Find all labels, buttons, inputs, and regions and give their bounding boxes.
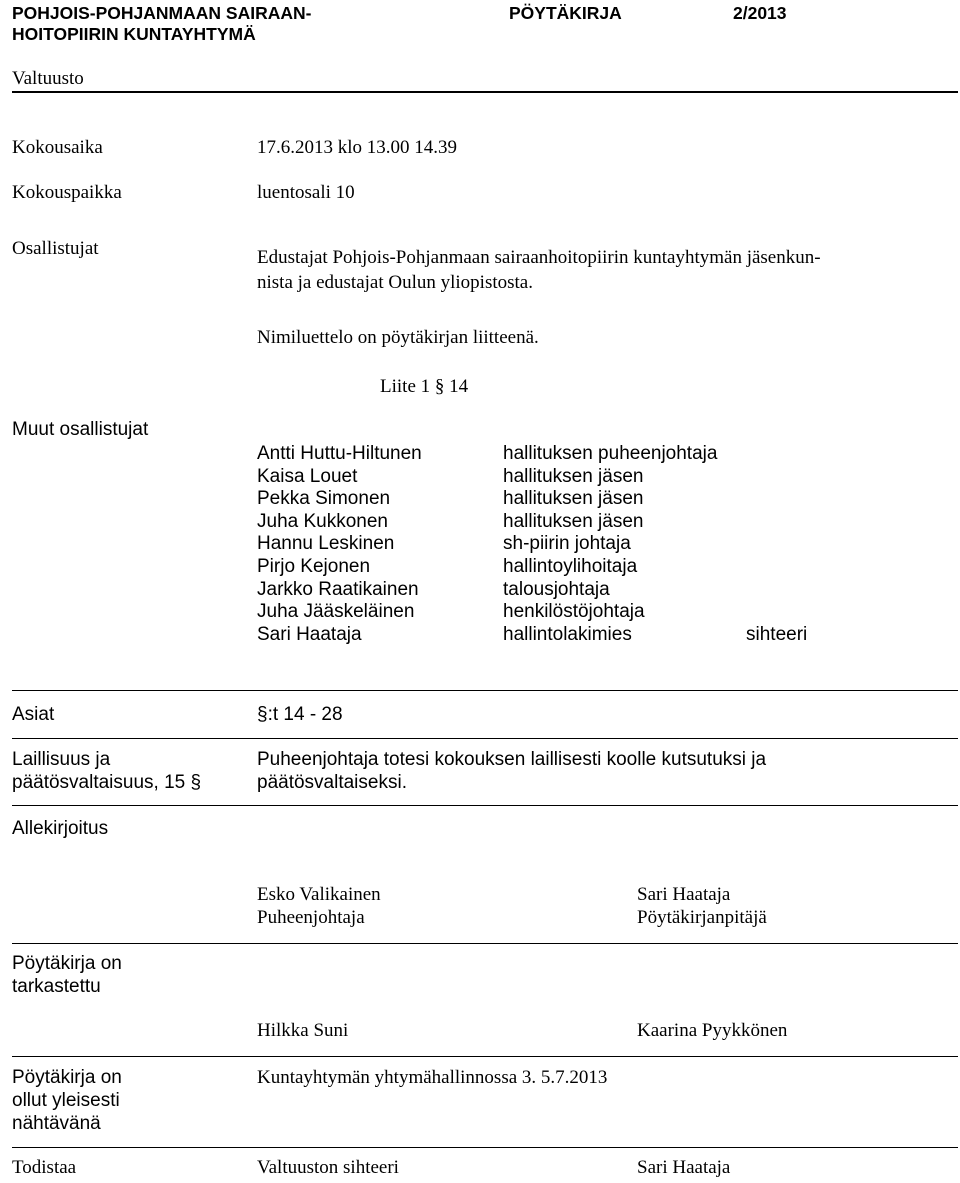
matters-label: Asiat xyxy=(12,704,55,725)
meeting-body: Valtuusto xyxy=(12,68,84,89)
doc-type: PÖYTÄKIRJA xyxy=(509,3,622,23)
doc-number: 2/2013 xyxy=(733,3,787,23)
participant-role: hallituksen jäsen xyxy=(503,466,644,487)
signature-label: Allekirjoitus xyxy=(12,818,109,839)
section-divider-1 xyxy=(12,690,958,691)
participant-name: Pekka Simonen xyxy=(257,488,391,509)
participant-role: hallituksen jäsen xyxy=(503,488,644,509)
header-divider xyxy=(12,91,958,93)
org-name-line1: POHJOIS-POHJANMAAN SAIRAAN- xyxy=(12,3,312,23)
section-divider-6 xyxy=(12,1147,958,1148)
certify-name: Sari Haataja xyxy=(637,1157,731,1178)
chair-title: Puheenjohtaja xyxy=(257,907,365,928)
participant-name: Jarkko Raatikainen xyxy=(257,579,419,600)
participant-role: hallituksen puheenjohtaja xyxy=(503,443,718,464)
legality-label-line1: Laillisuus ja xyxy=(12,749,111,770)
name-list-note: Nimiluettelo on pöytäkirjan liitteenä. xyxy=(257,327,539,348)
review-label-line1: Pöytäkirja on xyxy=(12,953,122,974)
participant-role: sh-piirin johtaja xyxy=(503,533,631,554)
legality-text-line2: päätösvaltaiseksi. xyxy=(257,772,407,793)
section-divider-3 xyxy=(12,805,958,806)
public-display-value: Kuntayhtymän yhtymähallinnossa 3. 5.7.2013 xyxy=(257,1067,608,1088)
participants-label: Osallistujat xyxy=(12,238,99,259)
participant-role: henkilöstöjohtaja xyxy=(503,601,645,622)
legality-text-line1: Puheenjohtaja totesi kokouksen laillisesti koolle kutsutuksi ja xyxy=(257,749,767,770)
public-label-line2: ollut yleisesti xyxy=(12,1090,120,1111)
participants-text-line2: nista ja edustajat Oulun yliopistosta. xyxy=(257,272,533,293)
section-divider-5 xyxy=(12,1056,958,1057)
meeting-place-value: luentosali 10 xyxy=(257,182,355,203)
matters-value: §:t 14 - 28 xyxy=(257,704,343,725)
meeting-place-label: Kokouspaikka xyxy=(12,182,122,203)
org-name-line2: HOITOPIIRIN KUNTAYHTYMÄ xyxy=(12,24,256,44)
certify-label: Todistaa xyxy=(12,1157,77,1178)
participant-extra-role: sihteeri xyxy=(746,624,808,645)
participant-name: Sari Haataja xyxy=(257,624,362,645)
review-label-line2: tarkastettu xyxy=(12,976,101,997)
participant-role: hallituksen jäsen xyxy=(503,511,644,532)
secretary-name: Sari Haataja xyxy=(637,884,731,905)
participant-role: hallintolakimies xyxy=(503,624,632,645)
participant-name: Kaisa Louet xyxy=(257,466,358,487)
attachment-reference: Liite 1 § 14 xyxy=(380,376,469,397)
participant-name: Juha Jääskeläinen xyxy=(257,601,415,622)
participants-text-line1: Edustajat Pohjois-Pohjanmaan sairaanhoitopiirin kuntayhtymän jäsenkun- xyxy=(257,247,821,268)
chair-name: Esko Valikainen xyxy=(257,884,381,905)
participant-name: Juha Kukkonen xyxy=(257,511,388,532)
participant-role: hallintoylihoitaja xyxy=(503,556,638,577)
public-label-line3: nähtävänä xyxy=(12,1113,101,1134)
reviewer-1-name: Hilkka Suni xyxy=(257,1020,349,1041)
certify-title: Valtuuston sihteeri xyxy=(257,1157,399,1178)
meeting-time-value: 17.6.2013 klo 13.00 14.39 xyxy=(257,137,458,158)
reviewer-2-name: Kaarina Pyykkönen xyxy=(637,1020,788,1041)
section-divider-2 xyxy=(12,738,958,739)
participant-name: Antti Huttu-Hiltunen xyxy=(257,443,422,464)
other-participants-label: Muut osallistujat xyxy=(12,419,149,440)
participant-role: talousjohtaja xyxy=(503,579,610,600)
public-label-line1: Pöytäkirja on xyxy=(12,1067,122,1088)
participant-name: Hannu Leskinen xyxy=(257,533,395,554)
secretary-title: Pöytäkirjanpitäjä xyxy=(637,907,767,928)
section-divider-4 xyxy=(12,943,958,944)
participant-name: Pirjo Kejonen xyxy=(257,556,371,577)
legality-label-line2: päätösvaltaisuus, 15 § xyxy=(12,772,202,793)
meeting-time-label: Kokousaika xyxy=(12,137,103,158)
